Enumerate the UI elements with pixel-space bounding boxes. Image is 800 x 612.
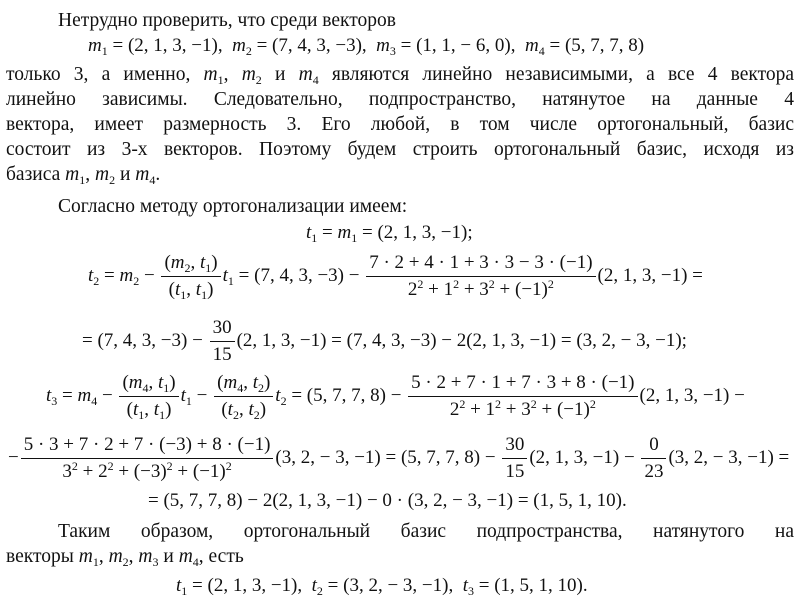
vectors-definition: $m_1 = (2$, 1, 3, −1), $m_2 = (7$, 4, 3, −3), $m_3 = (1$, 1, − 6, 0), $m_4 = (5$, 7, 7, 8): [88, 35, 645, 58]
text-line: только 3, а именно, $m_1$, $m_2$ и $m_4$ являются линейно независимыми, а все 4 вектора: [6, 64, 795, 87]
equation-t1: $t_1 = m_1 = (2$, 1, 3, −1);: [306, 222, 473, 245]
text-line: базиса $m_1$, $m_2$ и $m_4$.: [6, 164, 161, 187]
text-line: состоит из 3-х векторов. Поэтому будем строить ортогональный базис, исходя из: [6, 139, 794, 160]
equation-t3-result: = (5, 7, 7, 8) − 2(2, 1, 3, −1) − 0 · (3, 2, − 3, −1) = (1, 5, 1, 10).: [148, 490, 627, 511]
text-line: вектора, имеет размерность 3. Его любой, в том числе ортогональный, базис: [6, 114, 794, 135]
text-line: Нетрудно проверить, что среди векторов: [58, 10, 396, 31]
text-line: Таким образом, ортогональный базис подпространства, натянутого на: [58, 521, 794, 542]
equation-t3: $t_3 = m_4$ − $\frac{(m_4, t_1)}{(t_1, t_1)}$ $t_1$ − $\frac{(m_4, t_2)}{(t_2, t_2)}$ $t_2 = (5$, 7, 7, 8) − $\frac{5 \cdot 2 + 7 \cdot 1 + 7 \cdot 3 + 8 \cdot (-1)}{2^2 + 1^2 + 3^2 + (-1)^2}$ (2, 1, 3, −1) −: [46, 372, 745, 422]
text-line: Согласно методу ортогонализации имеем:: [58, 196, 408, 217]
orthogonal-basis-result: $t_1 = (2$, 1, 3, −1), $t_2 = (3$, 2, − 3, −1), $t_3 = (1$, 5, 1, 10).: [176, 575, 588, 598]
text-line: линейно зависимы. Следовательно, подпространство, натянутое на данные 4: [6, 89, 794, 110]
equation-t2-continued: = (7, 4, 3, −3) − $\frac{30}{15}$ (2, 1, 3, −1) = (7, 4, 3, −3) − 2(2, 1, 3, −1) = (3, 2, − 3, −1);: [82, 317, 687, 365]
text-line: векторы $m_1$, $m_2$, $m_3$ и $m_4$, есть: [6, 546, 244, 569]
equation-t2: $t_2 = m_2$ − $\frac{(m_2, t_1)}{(t_1, t_1)}$ $t_1 = (7$, 4, 3, −3) − $\frac{7 \cdot 2 + 4 \cdot 1 + 3 \cdot 3 - 3 \cdot (-1)}{2^2 + 1^2 + 3^2 + (-1)^2}$ (2, 1, 3, −1) =: [88, 252, 703, 302]
equation-t3-continued: − $\frac{5 \cdot 3 + 7 \cdot 2 + 7 \cdot (-3) + 8 \cdot (-1)}{3^2 + 2^2 + (-3)^2 + (-1)^2}$ (3, 2, − 3, −1) = (5, 7, 7, 8) − $\frac{30}{15}$ (2, 1, 3, −1) − $\frac{0}{23}$ (3, 2, − 3, −1) =: [8, 434, 790, 482]
